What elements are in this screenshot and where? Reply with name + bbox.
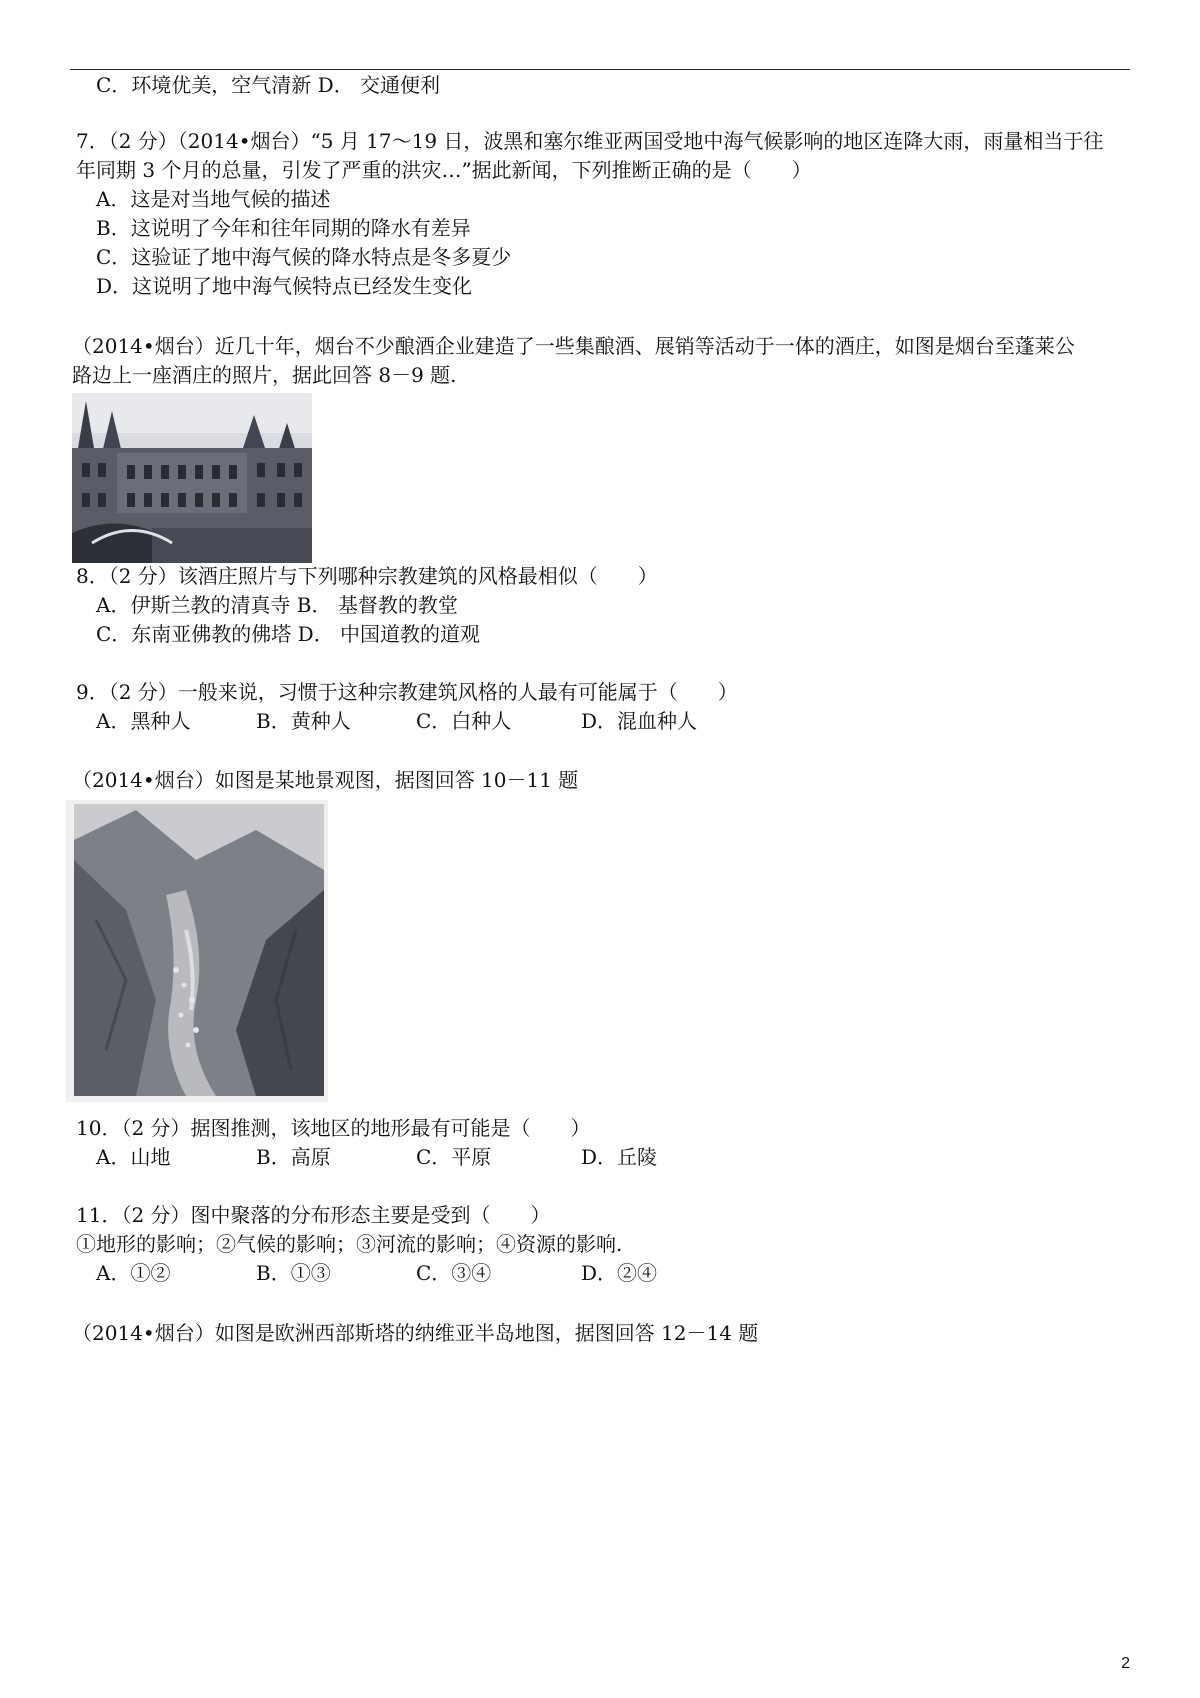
q7-option-a: A．这是对当地气候的描述 — [96, 187, 331, 211]
q6-option-cd: C．环境优美，空气清新 D． 交通便利 — [96, 73, 441, 97]
q10-option-c: C．平原 — [416, 1145, 492, 1169]
q9-option-d: D．混血种人 — [581, 709, 698, 733]
q10-option-d: D．丘陵 — [581, 1145, 658, 1169]
q11-option-a: A．①② — [96, 1261, 171, 1285]
q7-stem-line2: 年同期 3 个月的总量，引发了严重的洪灾…”据此新闻，下列推断正确的是（ ） — [76, 158, 812, 182]
q7-option-d: D．这说明了地中海气候特点已经发生变化 — [96, 274, 473, 298]
q11-option-b: B．①③ — [256, 1261, 331, 1285]
intro-q8-9-line1: （2014•烟台）近几十年，烟台不少酿酒企业建造了一些集酿酒、展销等活动于一体的酒庄，如图是烟台至蓬莱公 — [72, 334, 1075, 358]
q7-option-b: B．这说明了今年和往年同期的降水有差异 — [96, 216, 471, 240]
q11-items: ①地形的影响；②气候的影响；③河流的影响；④资源的影响. — [76, 1232, 623, 1256]
q8-option-ab: A．伊斯兰教的清真寺 B． 基督教的教堂 — [96, 593, 458, 617]
top-rule — [70, 69, 1130, 70]
q9-option-b: B．黄种人 — [256, 709, 351, 733]
q11-option-d: D．②④ — [581, 1261, 658, 1285]
winery-photo — [72, 393, 312, 563]
q9-option-c: C．白种人 — [416, 709, 512, 733]
q7-stem-line1: 7．（2 分）（2014•烟台）“5 月 17～19 日，波黑和塞尔维亚两国受地中海气候影响的地区连降大雨，雨量相当于往 — [76, 129, 1104, 153]
q11-option-c: C．③④ — [416, 1261, 492, 1285]
intro-q8-9-line2: 路边上一座酒庄的照片，据此回答 8－9 题. — [72, 363, 457, 387]
intro-q12-14: （2014•烟台）如图是欧洲西部斯塔的纳维亚半岛地图，据图回答 12－14 题 — [72, 1321, 759, 1345]
intro-q10-11: （2014•烟台）如图是某地景观图，据图回答 10－11 题 — [72, 768, 579, 792]
landscape-photo — [66, 800, 328, 1102]
q8-option-cd: C．东南亚佛教的佛塔 D． 中国道教的道观 — [96, 622, 481, 646]
q9-stem: 9．（2 分）一般来说，习惯于这种宗教建筑风格的人最有可能属于（ ） — [76, 680, 738, 704]
q8-stem: 8．（2 分）该酒庄照片与下列哪种宗教建筑的风格最相似（ ） — [76, 564, 658, 588]
q10-option-a: A．山地 — [96, 1145, 171, 1169]
q9-option-a: A．黑种人 — [96, 709, 191, 733]
q7-option-c: C．这验证了地中海气候的降水特点是冬多夏少 — [96, 245, 512, 269]
q11-stem: 11．（2 分）图中聚落的分布形态主要是受到（ ） — [76, 1203, 551, 1227]
q10-stem: 10．（2 分）据图推测，该地区的地形最有可能是（ ） — [76, 1116, 591, 1140]
page-number: 2 — [1121, 1655, 1130, 1672]
q10-option-b: B．高原 — [256, 1145, 331, 1169]
